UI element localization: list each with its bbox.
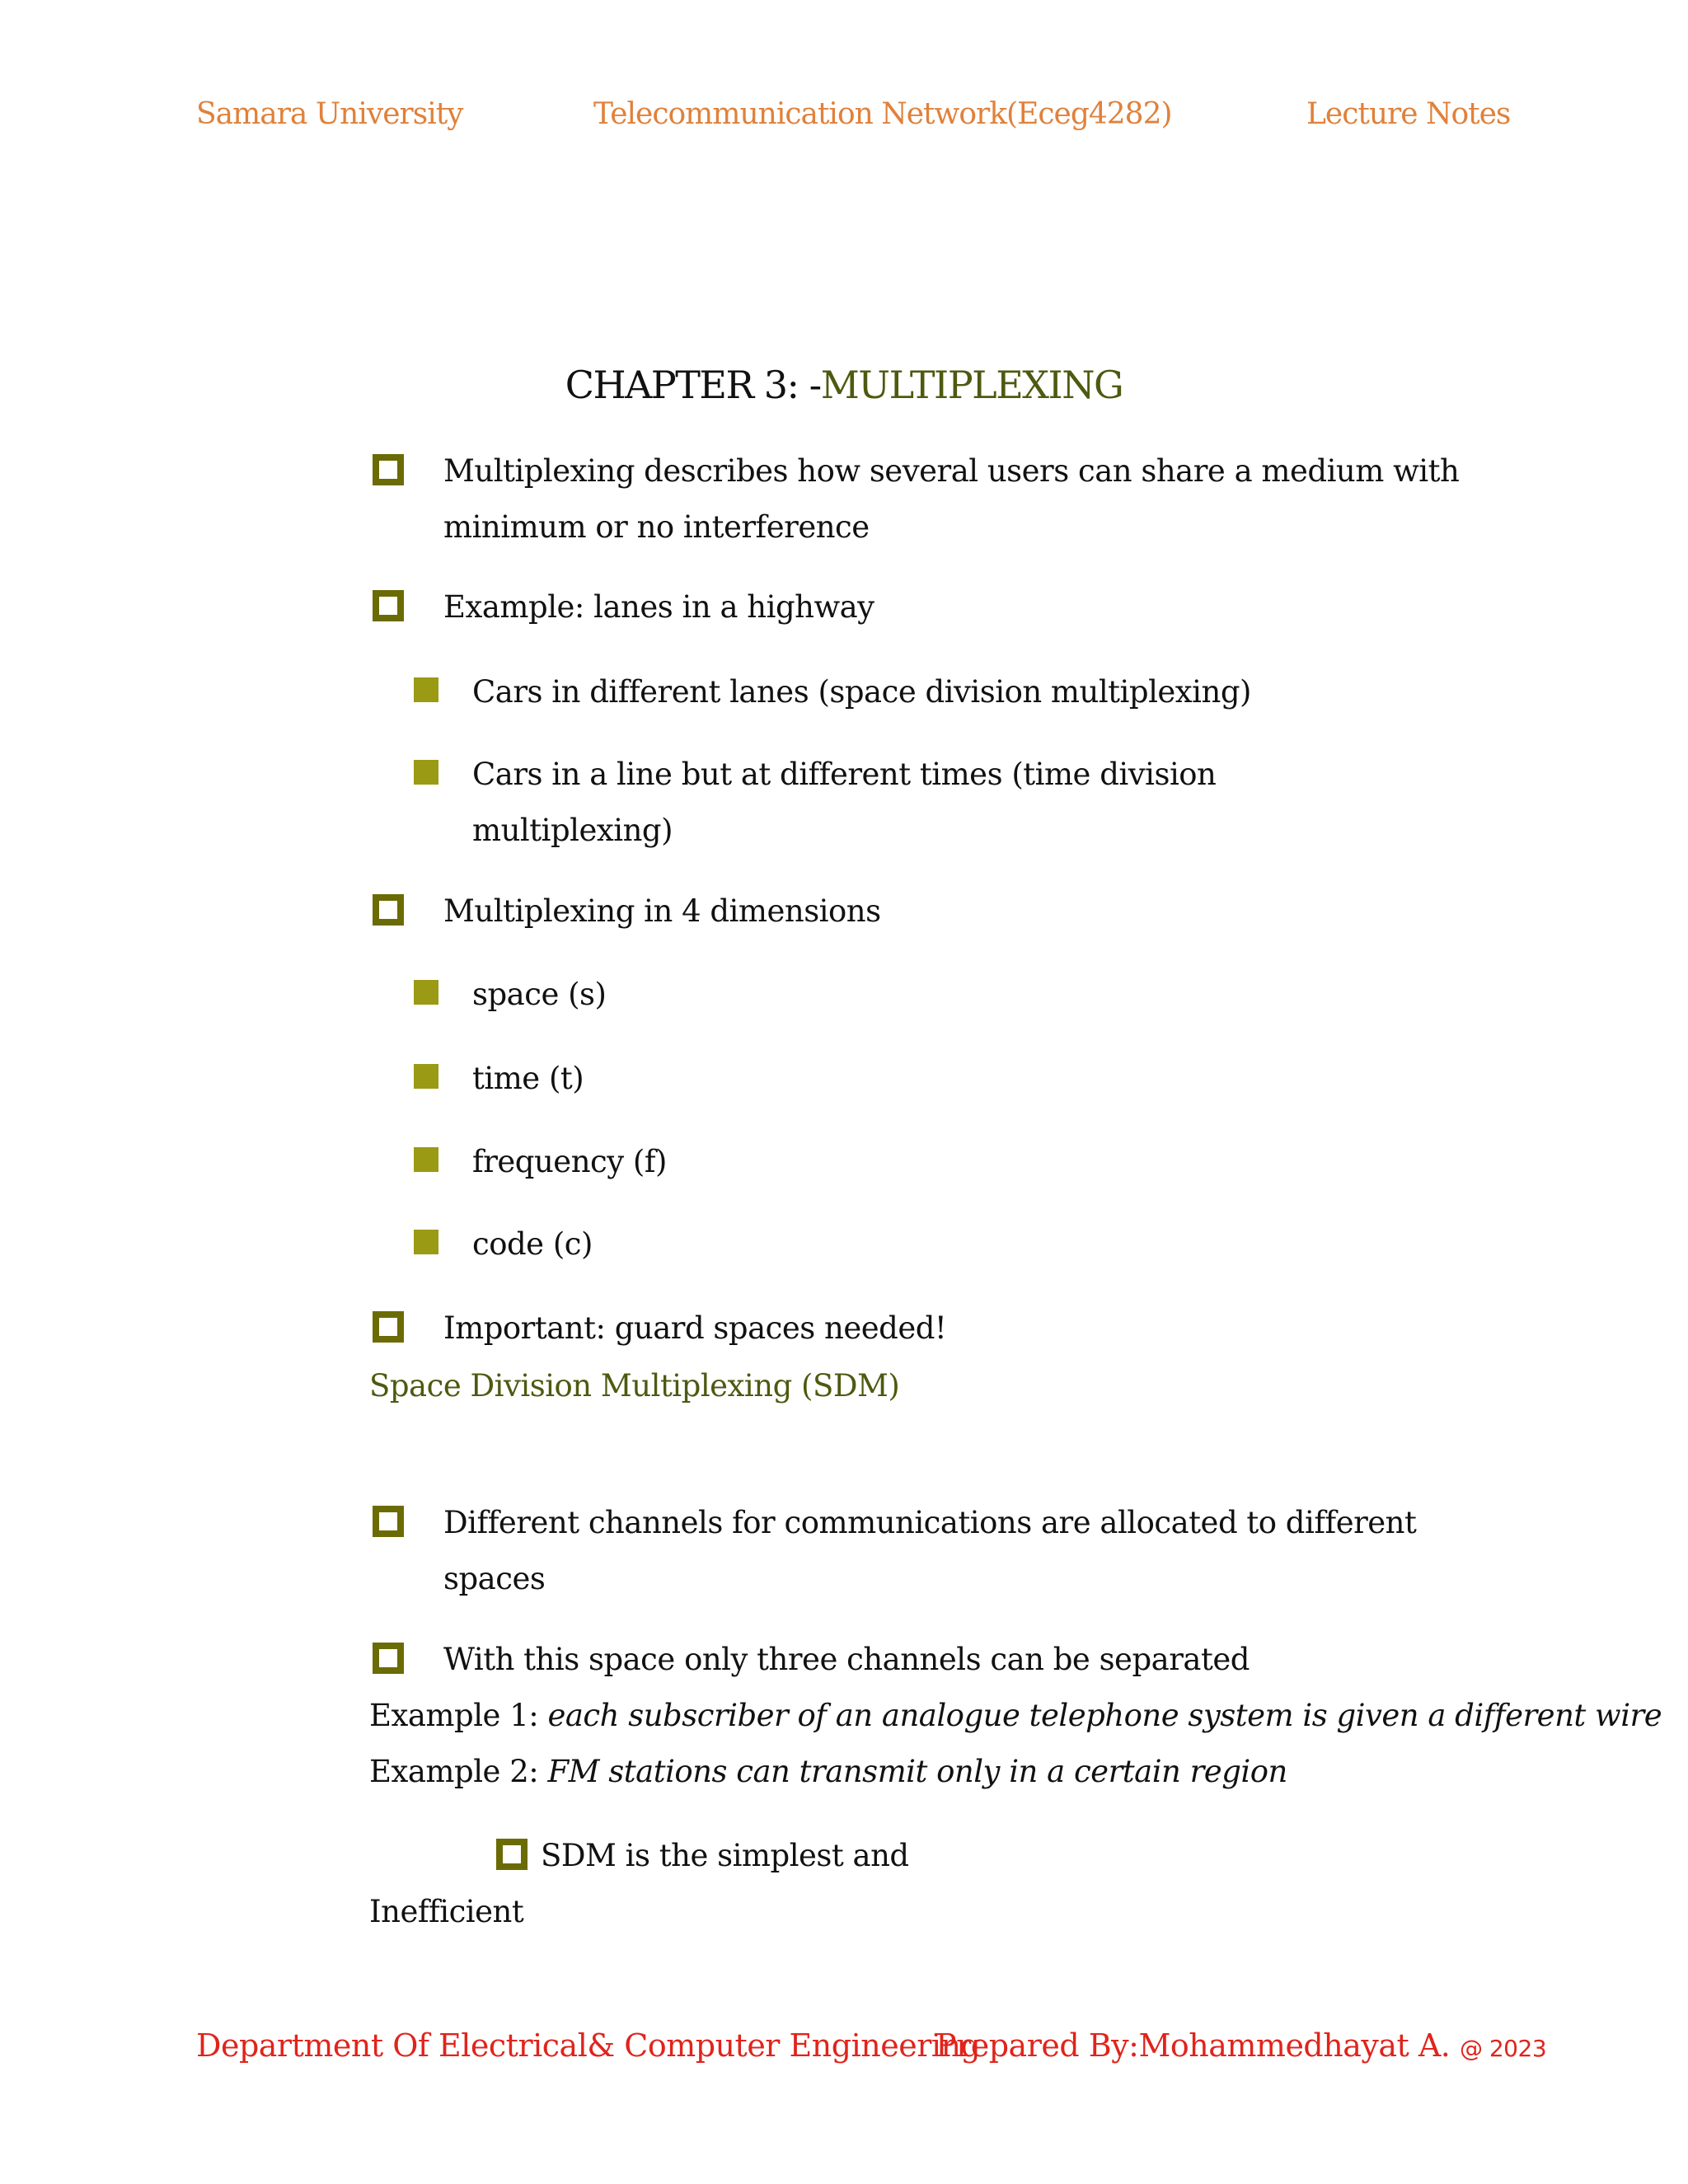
square-bullet-icon [414, 760, 438, 785]
footer-department: Department Of Electrical& Computer Engineering [196, 2027, 981, 2064]
example-label: Example 1: [369, 1698, 548, 1733]
example-label: Example 2: [369, 1754, 548, 1789]
checkbox-bullet-icon [373, 590, 404, 621]
footer-year: @ 2023 [1459, 2035, 1547, 2062]
example-text: each subscriber of an analogue telephone system is given a different wire [547, 1698, 1662, 1733]
square-bullet-icon [414, 980, 438, 1005]
bullet-text: Multiplexing describes how several users can share a medium with [443, 453, 1460, 489]
sub-bullet-text: frequency (f) [472, 1144, 667, 1179]
bullet-text: Different channels for communications are allocated to different [443, 1505, 1417, 1540]
bullet-text: Multiplexing in 4 dimensions [443, 893, 881, 929]
footer-prepared-by: Prepared By:Mohammedhayat A. [935, 2027, 1451, 2064]
bullet-text-continuation: Inefficient [369, 1894, 524, 1929]
example-line [369, 1688, 1662, 1744]
square-bullet-icon [414, 1230, 438, 1254]
square-bullet-icon [414, 1147, 438, 1172]
square-bullet-icon [414, 1064, 438, 1089]
header-course: Telecommunication Network(Eceg4282) [593, 97, 1172, 131]
sub-bullet-text: Cars in different lanes (space division multiplexing) [472, 674, 1251, 710]
checkbox-bullet-icon [496, 1839, 528, 1870]
example-line [369, 1744, 1287, 1800]
chapter-title-main: MULTIPLEXING [820, 363, 1123, 407]
footer-author [935, 2027, 1546, 2064]
sub-bullet-text: space (s) [472, 977, 607, 1012]
sub-bullet-text: time (t) [472, 1061, 584, 1096]
bullet-text: With this space only three channels can be separated [443, 1642, 1250, 1677]
sub-bullet-text: multiplexing) [472, 813, 673, 848]
checkbox-bullet-icon [373, 894, 404, 926]
bullet-text: SDM is the simplest and [541, 1838, 909, 1873]
sub-bullet-text: code (c) [472, 1226, 593, 1262]
chapter-title-prefix: CHAPTER 3: - [565, 363, 821, 407]
checkbox-bullet-icon [373, 1506, 404, 1537]
sub-bullet-text: Cars in a line but at different times (time division [472, 757, 1217, 792]
chapter-title [0, 363, 1688, 407]
section-heading: Space Division Multiplexing (SDM) [369, 1368, 900, 1404]
bullet-text: Example: lanes in a highway [443, 589, 874, 625]
bullet-text: Important: guard spaces needed! [443, 1310, 947, 1346]
checkbox-bullet-icon [373, 454, 404, 485]
bullet-text: spaces [443, 1561, 546, 1596]
header-university: Samara University [196, 97, 463, 131]
checkbox-bullet-icon [373, 1643, 404, 1674]
example-text: FM stations can transmit only in a certain region [547, 1754, 1287, 1789]
bullet-text: minimum or no interference [443, 509, 870, 545]
checkbox-bullet-icon [373, 1311, 404, 1343]
square-bullet-icon [414, 677, 438, 702]
header-lecture-notes: Lecture Notes [1306, 97, 1511, 131]
